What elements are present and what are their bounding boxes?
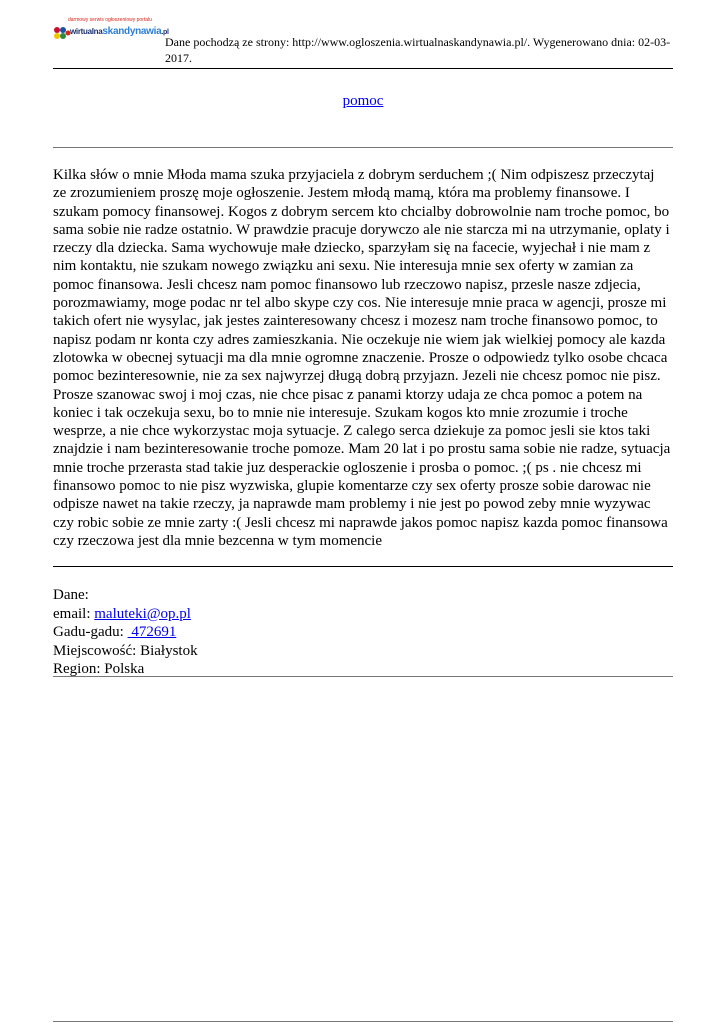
email-link[interactable]: maluteki@op.pl bbox=[94, 605, 191, 622]
ad-title bbox=[53, 93, 673, 110]
divider bbox=[53, 676, 673, 677]
ad-description: Kilka słów o mnie Młoda mama szuka przyjaciela z dobrym serduchem ;( Nim odpiszesz przeczytaj ze zrozumieniem proszę moje ogłoszenie. Jestem młodą mamą, która ma problemy finansowe. I szukam pomocy finansowej. Kogos z dobrym sercem kto chcialby dobrowolnie nam troche pomoc, bo sama sobie nie radze ostatnio. W prawdzie pracuje dorywczo ale nie starcza mi na utrzymanie, oplaty i rzeczy dla dziecka. Sama wychowuje małe dziecko, sparzyłam się na facecie, wyjechał i nie mam z nim kontaktu, nie szukam nowego związku ani sexu. Nie interesuja mnie sex oferty w zamian za pomoc finansowa. Jesli chcesz nam pomoc finansowo lub rzeczowo napisz, przesle nasze zdjecia, porozmawiamy, moge podac nr tel albo skype czy cos. Nie interesuje mnie praca w agencji, prosze mi takich ofert nie wysylac, jak jestes zainteresowany chcesz i mozesz nam troche finansowo pomoc, to napisz podam nr konta czy adres zamieszkania. Nie oczekuje nie wiem jak wielkiej pomocy ale kazda zlotowka w obecnej sytuacji ma dla mnie ogromne znaczenie. Prosze o odpowiedz tylko osobe chcaca pomoc bezinteresownie, nie za sex najwyrzej długą dobrą przyjazn. Jezeli nie chcesz pomoc nie pisz. Prosze szanowac swoj i moj czas, nie chce pisac z panami ktorzy udaja ze chca pomoc a potem na koniec i tak oczekuja sexu, bo to mnie nie interesuje. Szukam kogos kto mnie zrozumie i troche wesprze, a nie chce wykorzystac moja sytuacje. Z calego serca dziekuje za pomoc jesli sie ktos taki znajdzie i nam bezinteresowanie troche pomoze. Mam 20 lat i po prostu sama sobie nie radze, sytuacja mnie troche przerasta stad takie juz desperackie ogloszenie i prosba o pomoc. ;( ps . nie chcesz mi finansowo pomoc to nie pisz wyzwiska, glupie komentarze czy sex oferty prosze sobie darowac nie odpisze nawet na takie rzeczy, ja naprawde mam problemy i nie jest po powod zeby mnie wyzywac czy robic sobie ze mnie zarty :( Jesli chcesz mi naprawde jakos pomoc napisz kazda pomoc finansowa czy rzeczowa jest dla mnie bezcenna w tym momencie bbox=[53, 167, 671, 549]
ad-title-link[interactable]: pomoc bbox=[342, 93, 384, 109]
divider bbox=[53, 566, 673, 567]
logo-flags-icon bbox=[53, 26, 71, 40]
contact-gg-row bbox=[53, 623, 673, 642]
region-value: Polska bbox=[104, 661, 145, 677]
city-value: Białystok bbox=[140, 642, 198, 659]
city-label: Miejscowość: bbox=[53, 642, 141, 659]
region-label: Region: bbox=[53, 661, 105, 677]
gg-link[interactable]: 472691 bbox=[127, 624, 177, 640]
site-logo[interactable] bbox=[53, 14, 169, 44]
logo-tagline: darmowy serwis ogłoszeniowy portalu bbox=[68, 17, 152, 23]
contact-heading: Dane: bbox=[53, 587, 89, 603]
divider bbox=[53, 68, 673, 69]
contact-section bbox=[53, 586, 673, 679]
page-header bbox=[53, 14, 673, 68]
email-label: email: bbox=[53, 605, 95, 622]
logo-wordmark: wirtualnaskandynawia.pl bbox=[70, 26, 169, 37]
contact-email-row bbox=[53, 605, 673, 624]
footer-divider bbox=[53, 1021, 673, 1022]
gg-label: Gadu-gadu: bbox=[53, 624, 128, 640]
source-note: Dane pochodzą ze strony: http://www.ogloszenia.wirtualnaskandynawia.pl/. Wygenerowano dnia: 02-03-2017. bbox=[165, 35, 671, 65]
contact-city-row bbox=[53, 642, 673, 661]
divider bbox=[53, 147, 673, 148]
